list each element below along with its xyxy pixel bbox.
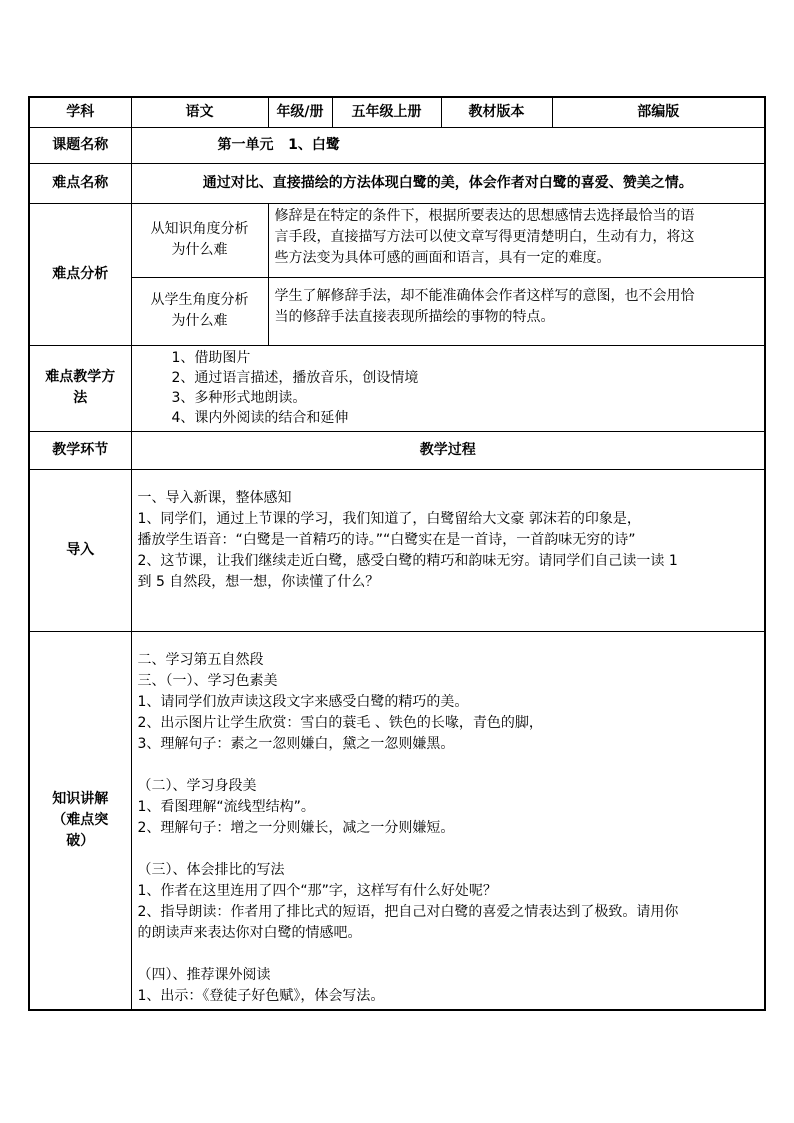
student-angle-label: 从学生角度分析 为什么难 [131, 277, 268, 345]
grade-label: 年级/册 [268, 97, 332, 127]
intro-content: 一、导入新课，整体感知 1、同学们，通过上节课的学习，我们知道了，白鹭留给大文豪 郭沫若的印象是， 播放学生语音：“白鹭是一首精巧的诗。”“白鹭实在是一首诗，一首韵味无穷的诗” 2、这节课，让我们继续走近白鹭，感受白鹭的精巧和韵味无穷。请同学们自己读一读 1 到 5 自然段，想一想，你读懂了什么？ [131, 469, 765, 631]
student-angle-text: 学生了解修辞手法，却不能准确体会作者这样写的意图，也不会用恰 当的修辞手法直接表现所描绘的事物的特点。 [268, 277, 765, 345]
intro-label: 导入 [29, 469, 131, 631]
process-header-row [29, 431, 765, 469]
edition-value: 部编版 [552, 97, 765, 127]
edition-label: 教材版本 [441, 97, 552, 127]
topic-value: 第一单元 1、白鹭 [131, 127, 765, 163]
difficulty-row [29, 163, 765, 203]
methods-list [131, 345, 765, 431]
difficulty-value: 通过对比、直接描绘的方法体现白鹭的美，体会作者对白鹭的喜爱、赞美之情。 [131, 163, 765, 203]
topic-row [29, 127, 765, 163]
list-item: 1、借助图片 [171, 350, 251, 366]
subject-label: 学科 [29, 97, 131, 127]
lesson-plan-table [28, 96, 766, 1011]
knowledge-label: 知识讲解 （难点突 破） [29, 631, 131, 1010]
header-row [29, 97, 765, 127]
list-item: 2、通过语言描述，播放音乐，创设情境 [171, 370, 419, 386]
methods-row [29, 345, 765, 431]
intro-row [29, 469, 765, 631]
difficulty-label: 难点名称 [29, 163, 131, 203]
process-label: 教学过程 [131, 431, 765, 469]
knowledge-angle-label: 从知识角度分析 为什么难 [131, 203, 268, 277]
knowledge-row [29, 631, 765, 1010]
knowledge-angle-text: 修辞是在特定的条件下，根据所要表达的思想感情去选择最恰当的语 言手段，直接描写方法可以使文章写得更清楚明白，生动有力，将这 些方法变为具体可感的画面和语言，具有一定的难度。 [268, 203, 765, 277]
list-item: 4、课内外阅读的结合和延伸 [171, 410, 349, 426]
subject-value: 语文 [131, 97, 268, 127]
methods-label: 难点教学方 法 [29, 345, 131, 431]
analysis-knowledge-row [29, 203, 765, 277]
list-item: 3、多种形式地朗读。 [171, 390, 307, 406]
stage-label: 教学环节 [29, 431, 131, 469]
analysis-student-row [29, 277, 765, 345]
topic-label: 课题名称 [29, 127, 131, 163]
analysis-label: 难点分析 [29, 203, 131, 345]
knowledge-content: 二、学习第五自然段 三、（一）、学习色素美 1、请同学们放声读这段文字来感受白鹭的精巧的美。 2、出示图片让学生欣赏：雪白的蓑毛 、铁色的长喙，青色的脚， 3、理解句子：素之一忽则嫌白，黛之一忽则嫌黑。 （二）、学习身段美 1、看图理解“流线型结构”。 2、理解句子：增之一分则嫌长，减之一分则嫌短。 （三）、体会排比的写法 1、作者在这里连用了四个“那”字，这样写有什么好处呢？ 2、指导朗读：作者用了排比式的短语，把自己对白鹭的喜爱之情表达到了极致。请用你 的朗读声来表达你对白鹭的情感吧。 （四）、推荐课外阅读 1、出示：《登徒子好色赋》，体会写法。 [131, 631, 765, 1010]
grade-value: 五年级上册 [332, 97, 441, 127]
